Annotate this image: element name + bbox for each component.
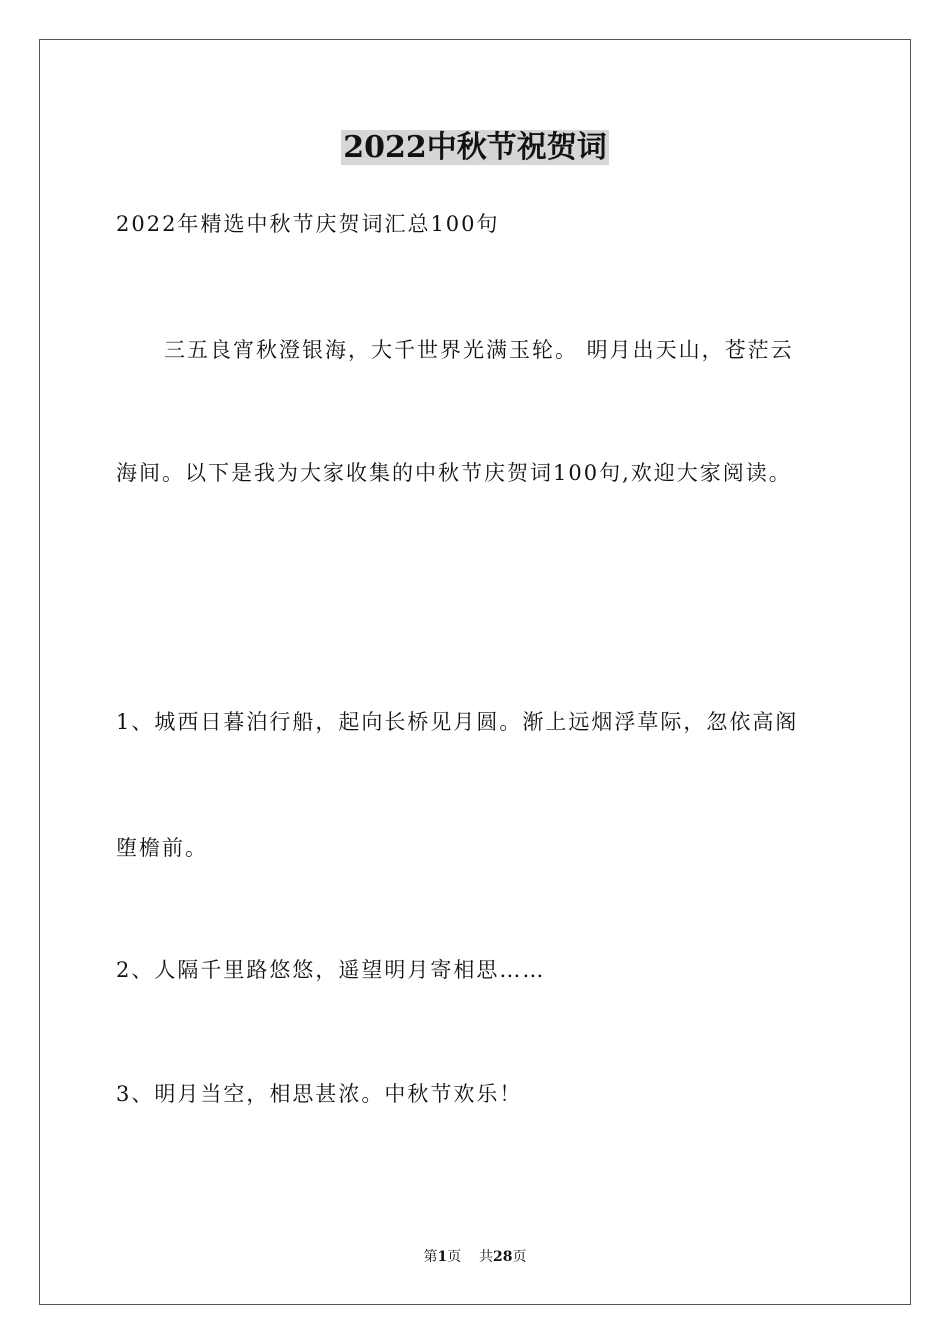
document-title	[0, 126, 950, 170]
footer-total-prefix: 共	[479, 1249, 494, 1265]
footer-page-unit: 页	[447, 1249, 462, 1265]
subtitle: 2022年精选中秋节庆贺词汇总100句	[116, 212, 500, 236]
item-1-line-2: 堕檐前。	[116, 836, 208, 860]
item-1-line-1: 1、城西日暮泊行船，起向长桥见月圆。渐上远烟浮草际，忽依高阁	[116, 710, 799, 734]
footer-page-total: 28	[493, 1249, 513, 1265]
page-footer	[0, 1247, 950, 1267]
intro-line-2: 海间。以下是我为大家收集的中秋节庆贺词100句,欢迎大家阅读。	[116, 461, 792, 485]
footer-page-prefix: 第	[423, 1249, 438, 1265]
footer-total-unit: 页	[512, 1249, 527, 1265]
item-2: 2、人隔千里路悠悠，遥望明月寄相思……	[116, 958, 546, 982]
title-text: 2022中秋节祝贺词	[343, 130, 607, 165]
item-3: 3、明月当空，相思甚浓。中秋节欢乐！	[116, 1082, 523, 1106]
footer-page-current: 1	[437, 1249, 448, 1265]
intro-line-1: 三五良宵秋澄银海，大千世界光满玉轮。 明月出天山，苍茫云	[164, 338, 794, 362]
